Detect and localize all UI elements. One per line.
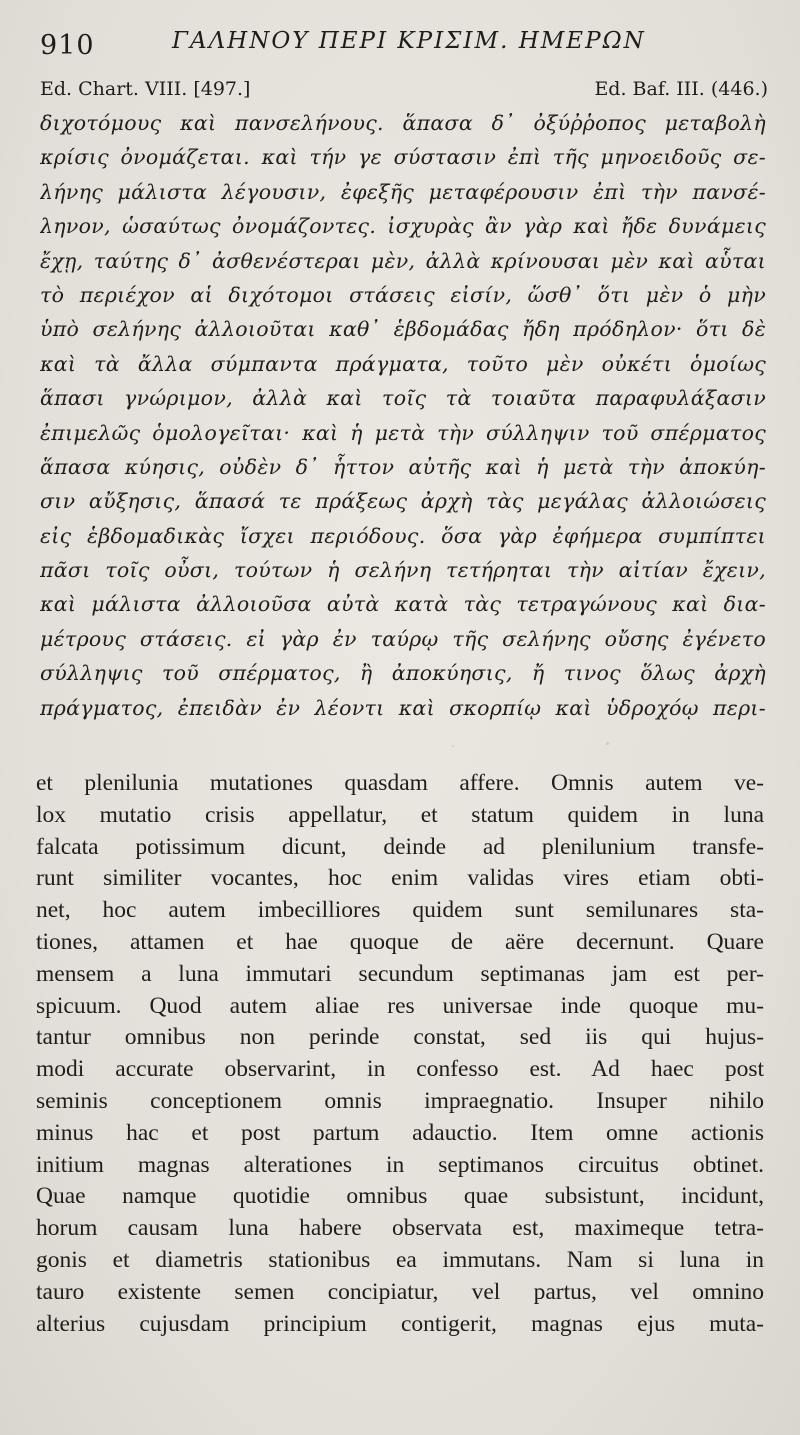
greek-text-line: ὑπὸ σελήνης ἀλλοιοῦται καθ᾽ ἑβδομάδας ἤδη πρόδηλον· ὅτι δὲ (40, 317, 766, 342)
greek-text-line: μέτρους στάσεις. εἰ γὰρ ἐν ταύρῳ τῆς σελήνης οὔσης ἐγένετο (40, 626, 766, 651)
latin-text-line: gonis et diametris stationibus ea immutans. Nam si luna in (36, 1246, 764, 1273)
latin-text-line: minus hac et post partum adauctio. Item omne actionis (36, 1119, 764, 1146)
greek-text-line: καὶ μάλιστα ἀλλοιοῦσα αὐτὰ κατὰ τὰς τετραγώνους καὶ δια- (40, 592, 766, 617)
latin-text-line: runt similiter vocantes, hoc enim validas vires etiam obti- (36, 865, 764, 892)
greek-text-line: λήνης μάλιστα λέγουσιν, ἐφεξῆς μεταφέρουσιν ἐπὶ τὴν πανσέ- (40, 179, 766, 204)
greek-text-block (40, 106, 766, 725)
greek-text-line: ἔχῃ, ταύτης δ᾽ ἀσθενέστεραι μὲν, ἀλλὰ κρίνουσαι μὲν καὶ αὗται (40, 248, 766, 273)
latin-text-line: spicuum. Quod autem aliae res universae inde quoque mu- (36, 992, 764, 1019)
latin-text-line: lox mutatio crisis appellatur, et statum quidem in luna (36, 801, 764, 828)
running-title: ΓΑΛΗΝΟΥ ΠΕΡΙ ΚΡΙΣΙΜ. ΗΜΕΡΩΝ (172, 28, 646, 54)
greek-text-line: κρίσις ὀνομάζεται. καὶ τήν γε σύστασιν ἐπὶ τῆς μηνοειδοῦς σε- (40, 145, 766, 170)
latin-text-line: tauro existente semen concipiatur, vel partus, vel omnino (36, 1278, 764, 1305)
greek-text-line: ληνον, ὡσαύτως ὀνομάζοντες. ἰσχυρὰς ἂν γὰρ καὶ ἤδε δυνάμεις (40, 214, 766, 239)
latin-text-line: seminis conceptionem omnis impraegnatio. Insuper nihilo (36, 1087, 764, 1114)
latin-text-block (36, 768, 764, 1340)
latin-text-line: tantur omnibus non perinde constat, sed iis qui hujus- (36, 1024, 764, 1051)
latin-text-line: Quae namque quotidie omnibus quae subsistunt, incidunt, (36, 1183, 764, 1210)
latin-text-line: modi accurate observarint, in confesso est. Ad haec post (36, 1056, 764, 1083)
edition-reference-right: Ed. Baf. III. (446.) (594, 78, 768, 100)
latin-text-line: alterius cujusdam principium contigerit, magnas ejus muta- (36, 1310, 764, 1337)
latin-text-line: mensem a luna immutari secundum septimanas jam est per- (36, 960, 764, 987)
edition-reference-left: Ed. Chart. VIII. [497.] (40, 78, 251, 100)
paper-speck (452, 745, 454, 747)
latin-text-line: tiones, attamen et hae quoque de aëre decernunt. Quare (36, 928, 764, 955)
greek-text-line: διχοτόμους καὶ πανσελήνους. ἅπασα δ᾽ ὀξύῤῥοπος μεταβολὴ (40, 111, 766, 135)
latin-text-line: et plenilunia mutationes quasdam affere. Omnis autem ve- (36, 770, 764, 796)
greek-text-line: εἰς ἑβδομαδικὰς ἴσχει περιόδους. ὅσα γὰρ ἐφήμερα συμπίπτει (40, 523, 766, 548)
page-number: 910 (40, 30, 95, 61)
greek-text-line: ἅπασα κύησις, οὐδὲν δ᾽ ἧττον αὐτῆς καὶ ἡ μετὰ τὴν ἀποκύη- (40, 454, 766, 479)
latin-text-line: net, hoc autem imbecilliores quidem sunt semilunares sta- (36, 897, 764, 924)
greek-text-line: πράγματος, ἐπειδὰν ἐν λέοντι καὶ σκορπίῳ καὶ ὑδροχόῳ περι- (40, 695, 766, 720)
latin-text-line: initium magnas alterationes in septimanos circuitus obtinet. (36, 1151, 764, 1178)
greek-text-line: ἐπιμελῶς ὁμολογεῖται· καὶ ἡ μετὰ τὴν σύλληψιν τοῦ σπέρματος (40, 420, 766, 445)
greek-text-line: ἅπασι γνώριμον, ἀλλὰ καὶ τοῖς τὰ τοιαῦτα παραφυλάξασιν (40, 386, 766, 411)
greek-text-line: σύλληψις τοῦ σπέρματος, ἢ ἀποκύησις, ἤ τινος ὅλως ἀρχὴ (40, 661, 766, 686)
latin-text-line: horum causam luna habere observata est, maximeque tetra- (36, 1215, 764, 1242)
greek-text-line: σιν αὔξησις, ἅπασά τε πράξεως ἀρχὴ τὰς μεγάλας ἀλλοιώσεις (40, 489, 766, 514)
latin-text-line: falcata potissimum dicunt, deinde ad plenilunium transfe- (36, 833, 764, 860)
paper-speck (606, 742, 609, 745)
greek-text-line: καὶ τὰ ἄλλα σύμπαντα πράγματα, τοῦτο μὲν οὐκέτι ὁμοίως (40, 351, 766, 376)
greek-text-line: τὸ περιέχον αἱ διχότομοι στάσεις εἰσίν, ὥσθ᾽ ὅτι μὲν ὁ μὴν (40, 282, 766, 307)
greek-text-line: πᾶσι τοῖς οὖσι, τούτων ἡ σελήνη τετήρηται τὴν αἰτίαν ἔχειν, (40, 558, 766, 583)
